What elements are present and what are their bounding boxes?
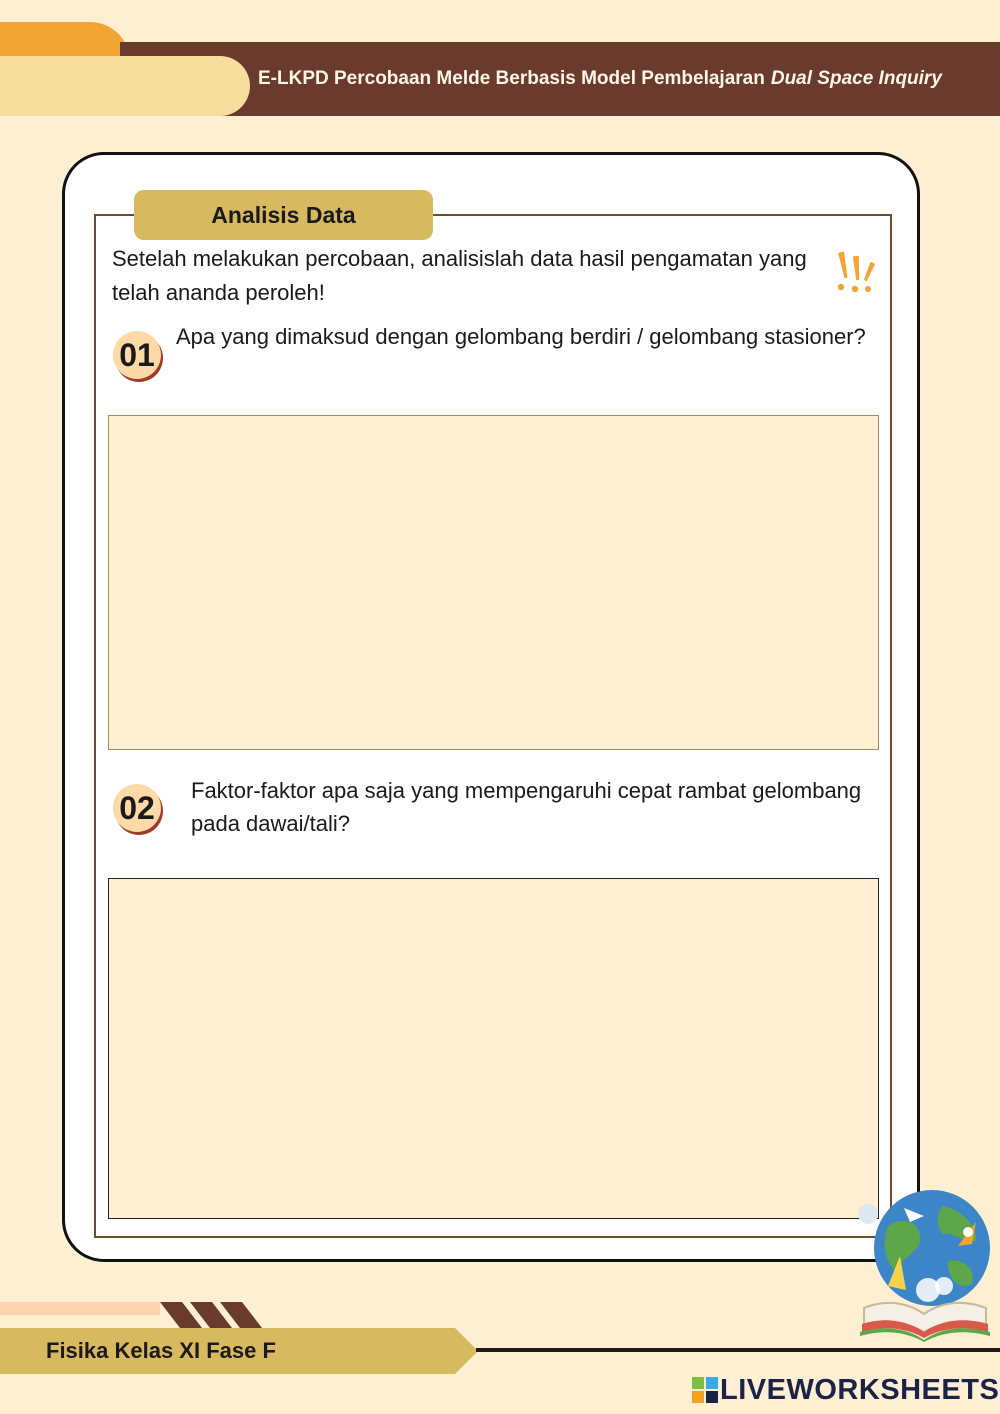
- header-pill-shape: [0, 56, 250, 116]
- question-text: Faktor-faktor apa saja yang mempengaruhi cepat rambat gelombang pada dawai/tali?: [191, 778, 862, 836]
- question-number-badge: 02: [113, 784, 161, 832]
- section-title: Analisis Data: [134, 190, 433, 240]
- footer-line: [476, 1348, 1000, 1352]
- header-title-italic: Dual Space Inquiry: [770, 68, 942, 89]
- header-title: [258, 42, 998, 116]
- question-number-badge: 01: [113, 331, 161, 379]
- answer-box-2[interactable]: [108, 878, 879, 1219]
- liveworksheets-brand: LIVEWORKSHEETS: [720, 1373, 1000, 1406]
- answer-box-1[interactable]: [108, 415, 879, 750]
- footer-accent-line: [0, 1302, 160, 1315]
- question-text: Apa yang dimaksud dengan gelombang berdiri / gelombang stasioner?: [176, 324, 866, 349]
- intro-text: Setelah melakukan percobaan, analisislah data hasil pengamatan yang telah ananda peroleh!: [112, 246, 807, 305]
- exclamation-icon: [832, 246, 882, 296]
- header-title-main: E-LKPD Percobaan Melde Berbasis Model Pembelajaran: [258, 68, 765, 89]
- globe-book-icon: [848, 1186, 1000, 1342]
- footer-label: Fisika Kelas XI Fase F: [46, 1338, 276, 1363]
- liveworksheets-logo-icon: [692, 1377, 718, 1403]
